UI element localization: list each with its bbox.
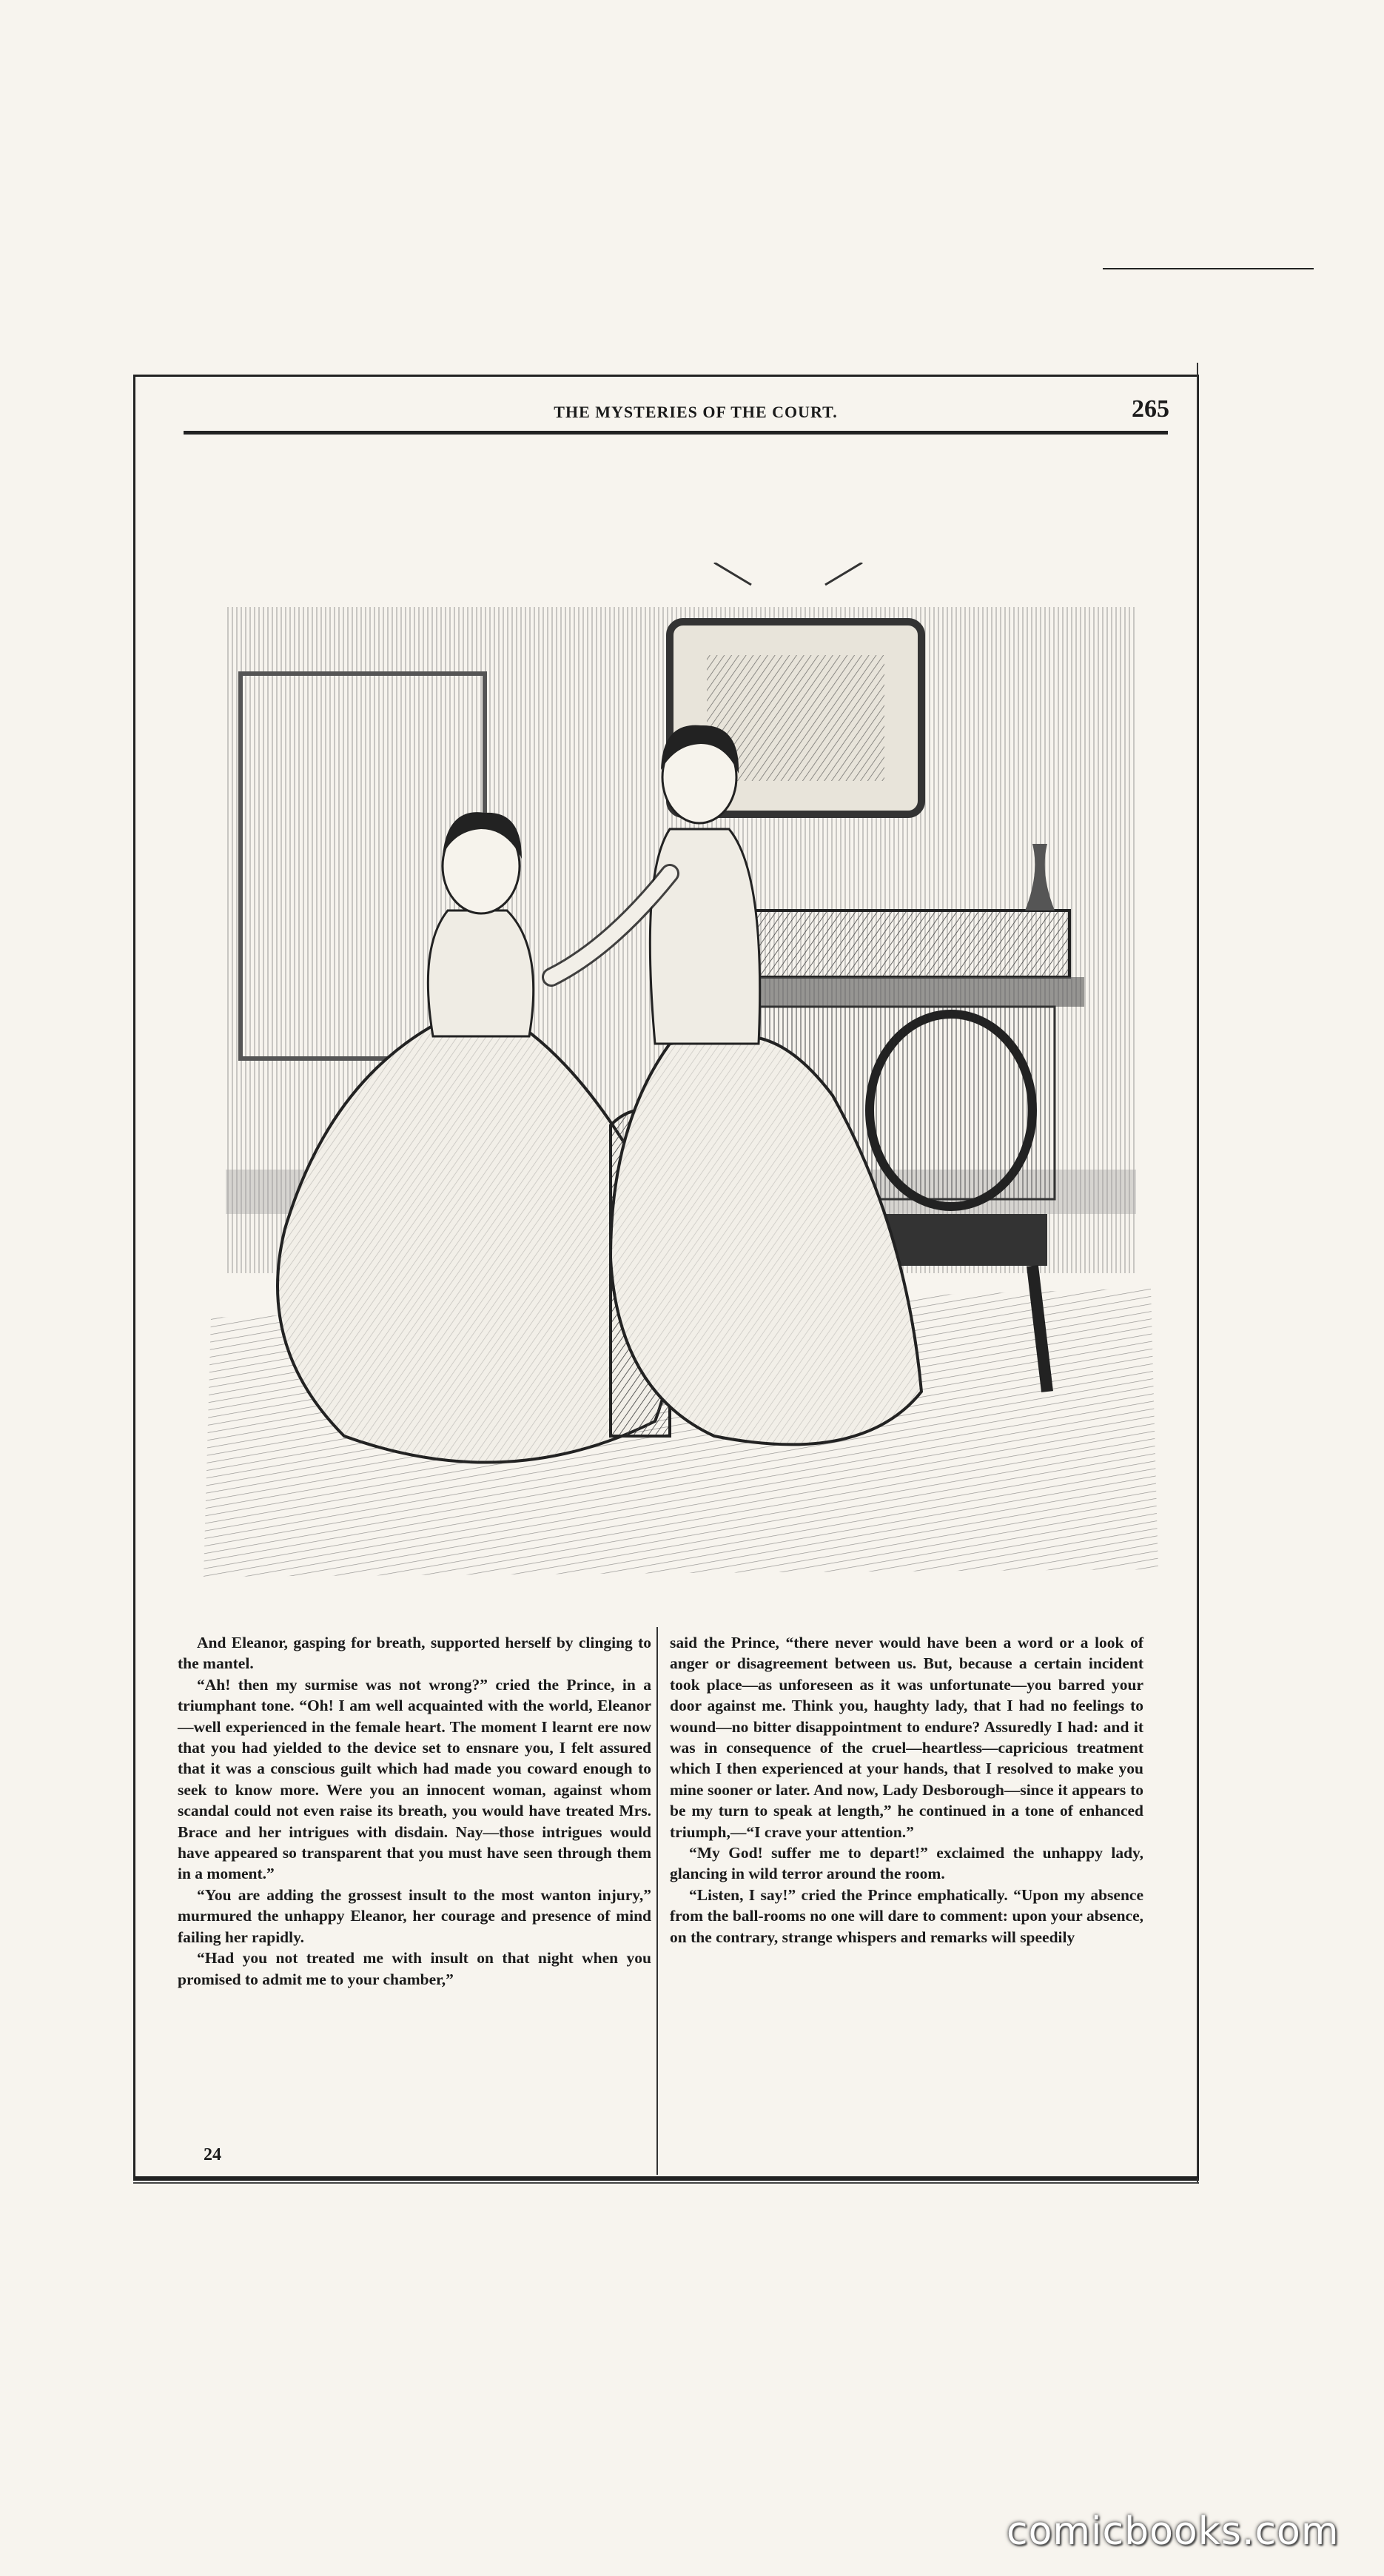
watermark-text: comicbooks.com	[1007, 2509, 1340, 2554]
running-title: THE MYSTERIES OF THE COURT.	[554, 403, 838, 421]
paragraph: “My God! suffer me to depart!” exclaimed the unhappy lady, glancing in wild terror around the room.	[670, 1844, 1143, 1883]
printer-signature-mark: 24	[204, 2145, 221, 2164]
bottom-rule-secondary	[133, 2182, 1199, 2184]
bottom-rule	[133, 2176, 1199, 2178]
right-column	[670, 1632, 1143, 1948]
left-column	[178, 1632, 651, 1990]
page-header	[170, 395, 1169, 429]
engraving-two-women-icon	[196, 563, 1166, 1584]
header-rule	[184, 431, 1168, 435]
paragraph: “You are adding the grossest insult to the most wanton injury,” murmured the unhappy Eleanor, her courage and presence of mind failing her rapidly.	[178, 1885, 651, 1946]
page-number: 265	[1132, 395, 1169, 423]
paragraph: “Ah! then my surmise was not wrong?” cried the Prince, in a triumphant tone. “Oh! I am well acquainted with the world, Eleanor—well experienced in the female heart. The moment I learnt ere now that you had yielded to the device set to ensnare you, I felt assured that it was a conscious guilt which had made you coward enough to seek to know more. Were you an innocent woman, against whom scandal could not even raise its breath, you would have treated Mrs. Brace and her intrigues with disdain. Nay—those intrigues would have appeared so transparent that you must have seen through them in a moment.”	[178, 1675, 651, 1883]
paragraph: “Had you not treated me with insult on that night when you promised to admit me to your chamber,”	[178, 1949, 651, 1988]
engraving-illustration	[196, 563, 1166, 1584]
paragraph: And Eleanor, gasping for breath, supported herself by clinging to the mantel.	[178, 1634, 651, 1673]
paragraph: said the Prince, “there never would have been a word or a look of anger or disagreement between us. But, because a certain incident took place—as unforeseen as it was unfortunate—you barred your door against me. Think you, haughty lady, that I had no feelings to wound—no bitter disappointment to endure? Assuredly I had: and it was in consequence of the cruel—heartless—capricious treatment which I then experienced at your hands, that I resolved to make you mine sooner or later. And now, Lady Desborough—since it appears to be my turn to speak at length,” he continued in a tone of enhanced triumph,—“I crave your attention.”	[670, 1634, 1143, 1841]
paragraph: “Listen, I say!” cried the Prince emphatically. “Upon my absence from the ball-rooms no one will dare to comment: upon your absence, on the contrary, strange whispers and remarks will speedily	[670, 1885, 1143, 1946]
text-columns	[178, 1632, 1162, 2195]
frame-right-line	[1197, 363, 1198, 2184]
top-stray-rule	[1103, 268, 1314, 269]
